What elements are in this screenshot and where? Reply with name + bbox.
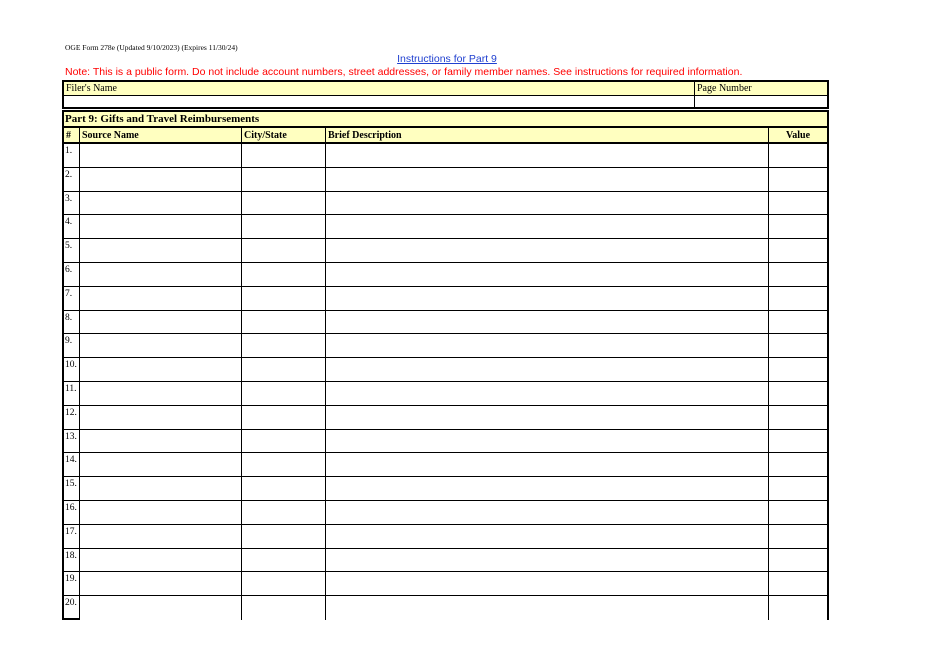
- table-row: [64, 406, 827, 430]
- table-row: [64, 501, 827, 525]
- table-row: [64, 192, 827, 216]
- brief-description-cell[interactable]: [326, 239, 769, 262]
- brief-description-cell[interactable]: [326, 430, 769, 453]
- value-cell[interactable]: [769, 168, 827, 191]
- source-name-cell[interactable]: [80, 311, 242, 334]
- filer-name-label: Filer's Name: [64, 82, 695, 96]
- table-row: [64, 453, 827, 477]
- row-number: 7.: [64, 287, 80, 310]
- table-row: [64, 144, 827, 168]
- city-state-cell[interactable]: [242, 453, 326, 476]
- table-row: [64, 596, 827, 620]
- source-name-cell[interactable]: [80, 382, 242, 405]
- value-cell[interactable]: [769, 549, 827, 572]
- table-row: [64, 215, 827, 239]
- row-number: 17.: [64, 525, 80, 548]
- city-state-cell[interactable]: [242, 549, 326, 572]
- value-cell[interactable]: [769, 572, 827, 595]
- filer-name-field[interactable]: [64, 96, 695, 107]
- row-number: 20.: [64, 596, 80, 620]
- city-state-cell[interactable]: [242, 382, 326, 405]
- value-cell[interactable]: [769, 144, 827, 167]
- row-number: 15.: [64, 477, 80, 500]
- city-state-cell[interactable]: [242, 311, 326, 334]
- filer-header-block: [62, 80, 829, 109]
- source-name-cell[interactable]: [80, 334, 242, 357]
- row-number: 1.: [64, 144, 80, 167]
- value-cell[interactable]: [769, 453, 827, 476]
- table-row: [64, 168, 827, 192]
- brief-description-cell[interactable]: [326, 596, 769, 620]
- brief-description-cell[interactable]: [326, 382, 769, 405]
- source-name-cell[interactable]: [80, 239, 242, 262]
- row-number: 2.: [64, 168, 80, 191]
- table-row: [64, 239, 827, 263]
- brief-description-cell[interactable]: [326, 572, 769, 595]
- page-number-field[interactable]: [695, 96, 827, 107]
- city-state-cell[interactable]: [242, 406, 326, 429]
- city-state-cell[interactable]: [242, 596, 326, 620]
- value-cell[interactable]: [769, 311, 827, 334]
- table-row: [64, 334, 827, 358]
- brief-description-cell[interactable]: [326, 525, 769, 548]
- brief-description-cell[interactable]: [326, 287, 769, 310]
- instructions-link[interactable]: Instructions for Part 9: [397, 53, 497, 65]
- row-number: 12.: [64, 406, 80, 429]
- source-name-cell[interactable]: [80, 263, 242, 286]
- value-cell[interactable]: [769, 477, 827, 500]
- brief-description-cell[interactable]: [326, 263, 769, 286]
- row-number: 11.: [64, 382, 80, 405]
- row-number: 5.: [64, 239, 80, 262]
- source-name-cell[interactable]: [80, 144, 242, 167]
- source-name-cell[interactable]: [80, 572, 242, 595]
- source-name-cell[interactable]: [80, 549, 242, 572]
- part-9-table: [62, 110, 829, 620]
- row-number: 13.: [64, 430, 80, 453]
- city-state-cell[interactable]: [242, 215, 326, 238]
- table-row: [64, 263, 827, 287]
- table-body: [64, 144, 827, 618]
- brief-description-cell[interactable]: [326, 406, 769, 429]
- city-state-cell[interactable]: [242, 334, 326, 357]
- row-number: 16.: [64, 501, 80, 524]
- table-row: [64, 311, 827, 335]
- table-row: [64, 477, 827, 501]
- value-cell[interactable]: [769, 192, 827, 215]
- table-row: [64, 430, 827, 454]
- table-row: [64, 525, 827, 549]
- value-cell[interactable]: [769, 382, 827, 405]
- source-name-cell[interactable]: [80, 406, 242, 429]
- brief-description-cell[interactable]: [326, 334, 769, 357]
- city-state-cell[interactable]: [242, 239, 326, 262]
- part-title: Part 9: Gifts and Travel Reimbursements: [64, 112, 827, 128]
- table-row: [64, 382, 827, 406]
- value-cell[interactable]: [769, 525, 827, 548]
- city-state-cell[interactable]: [242, 572, 326, 595]
- row-number: 9.: [64, 334, 80, 357]
- value-cell[interactable]: [769, 239, 827, 262]
- source-name-cell[interactable]: [80, 477, 242, 500]
- row-number: 8.: [64, 311, 80, 334]
- brief-description-cell[interactable]: [326, 168, 769, 191]
- source-name-cell[interactable]: [80, 358, 242, 381]
- city-state-cell[interactable]: [242, 144, 326, 167]
- city-state-cell[interactable]: [242, 168, 326, 191]
- source-name-cell[interactable]: [80, 192, 242, 215]
- brief-description-cell[interactable]: [326, 501, 769, 524]
- form-id: OGE Form 278e (Updated 9/10/2023) (Expires 11/30/24): [65, 43, 238, 52]
- value-cell[interactable]: [769, 358, 827, 381]
- row-number: 4.: [64, 215, 80, 238]
- table-header-row: [64, 128, 827, 144]
- column-header-source-name: Source Name: [80, 128, 242, 142]
- source-name-cell[interactable]: [80, 596, 242, 620]
- row-number: 6.: [64, 263, 80, 286]
- column-header-city-state: City/State: [242, 128, 326, 142]
- column-header-number: #: [64, 128, 80, 142]
- source-name-cell[interactable]: [80, 453, 242, 476]
- brief-description-cell[interactable]: [326, 549, 769, 572]
- source-name-cell[interactable]: [80, 525, 242, 548]
- brief-description-cell[interactable]: [326, 453, 769, 476]
- value-cell[interactable]: [769, 406, 827, 429]
- row-number: 18.: [64, 549, 80, 572]
- value-cell[interactable]: [769, 215, 827, 238]
- source-name-cell[interactable]: [80, 501, 242, 524]
- brief-description-cell[interactable]: [326, 215, 769, 238]
- city-state-cell[interactable]: [242, 192, 326, 215]
- city-state-cell[interactable]: [242, 287, 326, 310]
- row-number: 14.: [64, 453, 80, 476]
- brief-description-cell[interactable]: [326, 358, 769, 381]
- value-cell[interactable]: [769, 334, 827, 357]
- city-state-cell[interactable]: [242, 263, 326, 286]
- brief-description-cell[interactable]: [326, 144, 769, 167]
- public-form-note: Note: This is a public form. Do not include account numbers, street addresses, or family member names. See instructions for required information.: [65, 66, 743, 78]
- source-name-cell[interactable]: [80, 215, 242, 238]
- brief-description-cell[interactable]: [326, 311, 769, 334]
- column-header-brief-description: Brief Description: [326, 128, 769, 142]
- source-name-cell[interactable]: [80, 430, 242, 453]
- row-number: 3.: [64, 192, 80, 215]
- brief-description-cell[interactable]: [326, 192, 769, 215]
- source-name-cell[interactable]: [80, 168, 242, 191]
- table-row: [64, 287, 827, 311]
- city-state-cell[interactable]: [242, 430, 326, 453]
- source-name-cell[interactable]: [80, 287, 242, 310]
- table-row: [64, 549, 827, 573]
- city-state-cell[interactable]: [242, 358, 326, 381]
- value-cell[interactable]: [769, 501, 827, 524]
- city-state-cell[interactable]: [242, 525, 326, 548]
- page-number-label: Page Number: [695, 82, 827, 96]
- column-header-value: Value: [785, 130, 811, 141]
- city-state-cell[interactable]: [242, 477, 326, 500]
- value-cell[interactable]: [769, 596, 827, 620]
- table-row: [64, 358, 827, 382]
- city-state-cell[interactable]: [242, 501, 326, 524]
- row-number: 19.: [64, 572, 80, 595]
- value-cell[interactable]: [769, 430, 827, 453]
- brief-description-cell[interactable]: [326, 477, 769, 500]
- value-cell[interactable]: [769, 287, 827, 310]
- row-number: 10.: [64, 358, 80, 381]
- table-row: [64, 572, 827, 596]
- value-cell[interactable]: [769, 263, 827, 286]
